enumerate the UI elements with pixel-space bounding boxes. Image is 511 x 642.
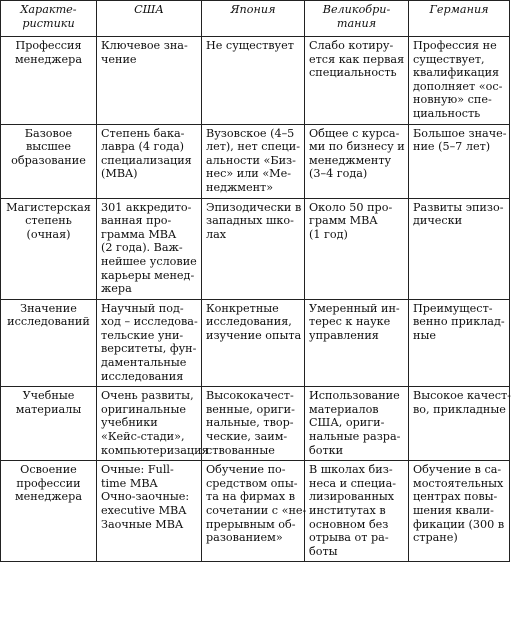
cell-text-line: венно приклад- <box>413 315 505 329</box>
cell-uk <box>305 387 409 461</box>
header-row <box>1 1 510 37</box>
cell-text-line: ход – исследова- <box>101 315 198 329</box>
cell-text-line: нальные, твор- <box>206 416 294 430</box>
column-header-characteristics <box>1 1 97 37</box>
cell-japan <box>202 124 305 198</box>
cell-text-line: Профессия не <box>413 39 497 52</box>
cell-text-line: Развиты эпизо- <box>413 200 504 214</box>
cell-text-line: лет), нет специ- <box>206 140 300 154</box>
cell-text-line: прерывным об- <box>206 517 296 531</box>
cell-text-line: материалов <box>309 402 379 416</box>
cell-text-line: чение <box>101 52 137 66</box>
cell-text-line: специализация <box>101 153 192 167</box>
row-label <box>1 461 97 562</box>
cell-usa <box>97 37 202 125</box>
cell-text-line: Слабо котиру- <box>309 39 394 52</box>
cell-text-line: средством опы- <box>206 476 298 490</box>
cell-text-line: ные <box>413 328 436 342</box>
cell-text-line: (3–4 года) <box>309 167 368 181</box>
table-row <box>1 387 510 461</box>
cell-germany <box>409 461 510 562</box>
cell-text-line: Очень развиты, <box>101 389 194 403</box>
cell-text-line: карьеры менед- <box>101 268 195 282</box>
cell-text-line: Большое значе- <box>413 126 507 140</box>
cell-text-line: (очная) <box>26 227 71 241</box>
cell-text-line: Обучение по- <box>206 463 286 477</box>
cell-text-line: исследования <box>101 369 184 383</box>
cell-japan <box>202 198 305 299</box>
cell-text-line: менеджменту <box>309 153 392 167</box>
cell-text-line: институтах в <box>309 504 386 517</box>
cell-text-line: жера <box>101 282 132 296</box>
table-body <box>1 37 510 562</box>
cell-japan <box>202 461 305 562</box>
cell-text-line: грамм MBA <box>309 214 378 228</box>
cell-text-line: (MBA) <box>101 167 138 181</box>
cell-text-line: лах <box>206 227 227 241</box>
cell-text-line: ческие, заим- <box>206 430 288 444</box>
cell-text-line: Степень бака- <box>101 126 185 140</box>
cell-text-line: циальность <box>413 106 481 120</box>
cell-text-line: разованием» <box>206 531 283 545</box>
cell-text-line: Освоение <box>20 463 77 477</box>
cell-text-line: Использование <box>309 389 400 403</box>
cell-text-line: профессии <box>16 476 81 490</box>
cell-text-line: верситеты, фун- <box>101 342 197 356</box>
cell-text-line: компьютеризация <box>101 443 209 457</box>
table-row <box>1 37 510 125</box>
column-header-usa <box>97 1 202 37</box>
cell-text-line: мостоятельных <box>413 476 504 490</box>
cell-text-line: шения квали- <box>413 504 494 517</box>
column-header-germany <box>409 1 510 37</box>
cell-text-line: ствованные <box>206 443 275 457</box>
cell-text-line: 301 аккредито- <box>101 200 192 214</box>
cell-text-line: существует, <box>413 52 485 66</box>
cell-text-line: изучение опыта <box>206 328 302 342</box>
cell-text-line: ванная про- <box>101 214 172 228</box>
cell-text-line: материалы <box>15 402 82 416</box>
cell-text-line: В школах биз- <box>309 463 393 477</box>
cell-text-line: Профессия <box>15 39 82 52</box>
cell-usa <box>97 387 209 461</box>
table-row <box>1 124 510 198</box>
cell-text-line: лизированных <box>309 490 395 504</box>
cell-text-line: США, ориги- <box>309 416 385 430</box>
cell-text-line: неса и специа- <box>309 476 397 490</box>
column-header-japan <box>202 1 305 37</box>
cell-text-line: (1 год) <box>309 227 348 241</box>
table-row <box>1 198 510 299</box>
cell-text-line: Преимущест- <box>413 301 493 315</box>
cell-text-line: дополняет «ос- <box>413 79 503 93</box>
cell-japan <box>202 387 305 461</box>
cell-text-line: нес» или «Ме- <box>206 167 292 181</box>
table-header <box>1 1 510 37</box>
cell-uk <box>305 299 409 387</box>
cell-text-line: степень <box>25 214 72 228</box>
cell-text-line: образование <box>11 153 86 167</box>
cell-text-line: грамма MBA <box>101 227 177 241</box>
cell-germany <box>409 37 510 125</box>
cell-text-line: та на фирмах в <box>206 490 296 504</box>
cell-uk <box>305 37 409 125</box>
cell-uk <box>305 124 409 198</box>
cell-text-line: Около 50 про- <box>309 200 393 214</box>
cell-text-line: тания <box>336 16 377 30</box>
cell-text-line: стране) <box>413 531 458 545</box>
cell-text-line: венные, ориги- <box>206 402 295 416</box>
cell-text-line: основном без <box>309 517 389 531</box>
row-label <box>1 37 97 125</box>
cell-text-line: Обучение в са- <box>413 463 502 477</box>
cell-text-line: time MBA <box>101 476 158 490</box>
cell-germany <box>409 387 510 461</box>
cell-text-line: центрах повы- <box>413 490 498 504</box>
table-row <box>1 299 510 387</box>
cell-text-line: квалификация <box>413 66 500 80</box>
cell-text-line: Базовое <box>24 126 73 140</box>
cell-text-line: исследований <box>7 315 90 329</box>
cell-text-line: специальность <box>309 66 397 80</box>
cell-text-line: Ключевое зна- <box>101 39 188 52</box>
column-header-uk <box>305 1 409 37</box>
cell-text-line: сочетании с «не- <box>206 504 307 517</box>
cell-text-line: Характе- <box>20 3 77 16</box>
cell-text-line: Умеренный ин- <box>309 301 400 315</box>
cell-germany <box>409 299 510 387</box>
cell-uk <box>305 461 409 562</box>
cell-text-line: дически <box>413 214 463 228</box>
cell-text-line: ние (5–7 лет) <box>413 140 491 154</box>
cell-text-line: Высокое качест- <box>413 389 511 403</box>
cell-text-line: Общее с курса- <box>309 126 400 140</box>
cell-text-line: исследования, <box>206 315 292 329</box>
cell-text-line: отрыва от ра- <box>309 531 389 545</box>
cell-text-line: Вузовское (4–5 <box>206 126 295 140</box>
cell-uk <box>305 198 409 299</box>
cell-text-line: Очно-заочные: <box>101 490 190 504</box>
cell-text-line: западных шко- <box>206 214 294 228</box>
cell-usa <box>97 124 202 198</box>
cell-text-line: лавра (4 года) <box>101 140 185 154</box>
cell-germany <box>409 124 510 198</box>
cell-text-line: (2 года). Важ- <box>101 241 183 255</box>
cell-text-line: менеджера <box>14 490 83 504</box>
cell-text-line: учебники <box>101 416 158 430</box>
cell-text-line: даментальные <box>101 356 187 370</box>
cell-text-line: фикации (300 в <box>413 517 505 531</box>
cell-text-line: Заочные MBA <box>101 517 184 531</box>
cell-usa <box>97 299 202 387</box>
cell-text-line: высшее <box>25 140 72 154</box>
cell-text-line: новную» спе- <box>413 93 492 107</box>
cell-text-line: ется как первая <box>309 52 405 66</box>
cell-text-line: нейшее условие <box>101 254 197 268</box>
cell-text-line: Значение <box>20 301 77 315</box>
cell-text-line: Очные: Full- <box>101 463 174 477</box>
cell-text-line: США <box>134 3 164 16</box>
cell-text-line: неджмент» <box>206 180 274 194</box>
cell-text-line: альности «Биз- <box>206 153 296 167</box>
cell-text-line: Эпизодически в <box>206 200 302 214</box>
row-label <box>1 198 97 299</box>
cell-text-line: Магистерская <box>6 200 91 214</box>
row-label <box>1 387 97 461</box>
row-label <box>1 299 97 387</box>
cell-japan <box>202 37 305 125</box>
cell-text-line: Япония <box>230 3 276 16</box>
cell-text-line: во, прикладные <box>413 402 506 416</box>
cell-text-line: Учебные <box>22 389 75 403</box>
cell-text-line: Научный под- <box>101 301 184 315</box>
cell-text-line: ристики <box>22 16 75 30</box>
cell-text-line: управления <box>309 328 379 342</box>
cell-usa <box>97 461 202 562</box>
cell-germany <box>409 198 510 299</box>
cell-text-line: боты <box>309 544 338 558</box>
cell-japan <box>202 299 305 387</box>
cell-text-line: менеджера <box>14 52 83 66</box>
cell-text-line: Конкретные <box>206 301 279 315</box>
cell-text-line: ми по бизнесу и <box>309 140 405 154</box>
cell-text-line: «Кейс-стади», <box>101 430 185 444</box>
cell-text-line: оригинальные <box>101 402 186 416</box>
cell-text-line: ботки <box>309 443 344 457</box>
cell-text-line: Высококачест- <box>206 389 294 403</box>
cell-text-line: терес к науке <box>309 315 391 329</box>
cell-usa <box>97 198 202 299</box>
row-label <box>1 124 97 198</box>
cell-text-line: Не существует <box>206 39 294 52</box>
cell-text-line: нальные разра- <box>309 430 401 444</box>
cell-text-line: Великобри- <box>322 3 391 16</box>
cell-text-line: executive MBA <box>101 504 187 517</box>
cell-text-line: Германия <box>429 3 489 16</box>
cell-text-line: тельские уни- <box>101 328 184 342</box>
table-row <box>1 461 510 562</box>
